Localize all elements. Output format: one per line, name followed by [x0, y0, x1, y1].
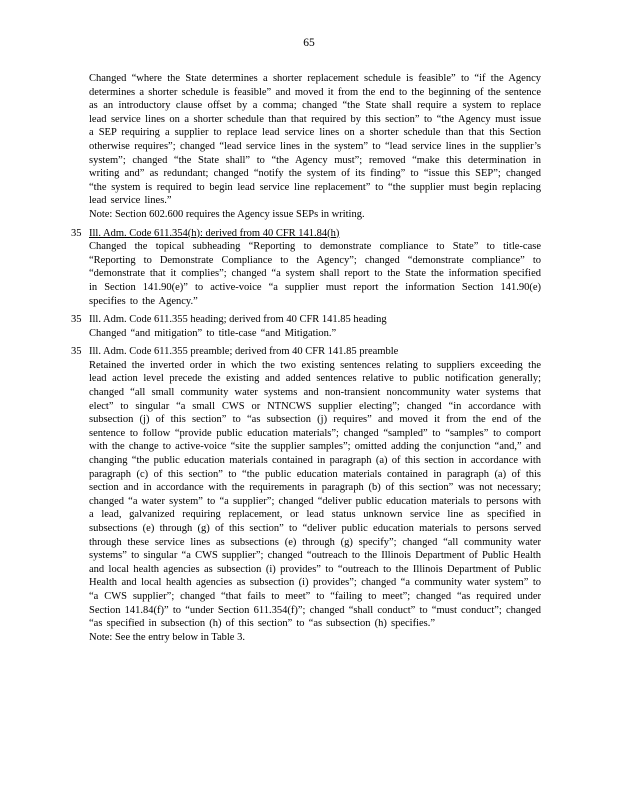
entry-body: Changed “where the State determines a shorter replacement schedule is feasible” to “if the Agency determines a shorter schedule is feasible” and moved it from the end to the beginning of the sentence as an introductory clause offset by a comma; changed “the State shall require a system to replace lead service lines on a shorter schedule than that required by this section” to “the Agency must issue a SEP requiring a supplier to replace lead service lines on a shorter schedule than that this Section otherwise requires”; changed “lead service lines in the system” to “lead service lines in the supplier’s system”; changed “the State shall” to “the Agency must”; removed “make this determination in writing and” as redundant; changed “notify the system of its finding” to “issue this SEP”; changed “the system is required to begin lead service line replacement” to “the supplier must begin replacing lead service lines.” [89, 73, 541, 207]
entry-heading: Ill. Adm. Code 611.355 heading; derived from 40 CFR 141.85 heading [89, 314, 387, 326]
page-number: 65 [303, 37, 315, 49]
entry-heading: Ill. Adm. Code 611.354(h): derived from 40 CFR 141.84(h) [89, 227, 340, 239]
entry-number: 35 [71, 346, 82, 358]
entry-body: Retained the inverted order in which the two existing sentences relating to suppliers exceeding the lead action level precede the existing and added sentences relative to public notification generally; changed “all small community water systems and non-transient noncommunity water systems that elect” to singular “a small CWS or NTNCWS supplier electing”; changed “in accordance with subsection (j) of this section” to “as subsection (j) requires” and moved it from the end of the sentence to follow “provide public education materials”; changed “sampled” to “samples” to comport with the change to active-voice “site the supplier samples”; omitted adding the conjunction “and,” and changing “the public education materials contained in paragraph (a) of this section in accordance with paragraph (c) of this section” to “the public education materials contained in paragraph (a) of this section and in accordance with the requirements in paragraph (b) of this section” was not necessary; changed “a water system” to “a supplier”; changed “deliver public education materials to persons with a lead, galvanized requiring replacement, or lead status unknown service line as specified in subsections (e) through (g) of this section” to “deliver public education materials to persons served through these service lines as subsections (e) through (g) specify”; changed “all community water systems” to singular “a CWS supplier”; changed “outreach to the Illinois Department of Public Health and local health agencies as subsection (i) provides” to “outreach to the Illinois Department of Public Health and local health agencies as subsection (i) provides”; changed “a community water system” to “a CWS supplier”; changed “that fails to meet” to “failing to meet”; changed “as required under Section 141.84(f)” to “under Section 611.354(f)”; changed “shall conduct” to “must conduct”; changed “as specified in subsection (h) of this section” to “as subsection (h) specifies.” [89, 359, 541, 630]
entry-continued [71, 72, 541, 222]
entry-note: Note: Section 602.600 requires the Agency issue SEPs in writing. [89, 208, 365, 220]
entry-611-354-h [71, 227, 541, 309]
entry-611-355-heading [71, 313, 541, 340]
entry-body: Changed the topical subheading “Reporting to demonstrate compliance to State” to title-case “Reporting to Demonstrate Compliance to the Agency”; changed “demonstrate compliance” to “demonstrate that it complies”; changed “a system shall report to the State the information specified in Section 141.90(e)” to active-voice “a supplier must report the information Section 141.90(e) specifies to the Agency.” [89, 241, 541, 307]
entry-number: 35 [71, 227, 82, 239]
entry-heading: Ill. Adm. Code 611.355 preamble; derived from 40 CFR 141.85 preamble [89, 346, 399, 358]
entry-note: Note: See the entry below in Table 3. [89, 631, 245, 643]
entry-number: 35 [71, 314, 82, 326]
entry-body: Changed “and mitigation” to title-case “and Mitigation.” [89, 327, 337, 339]
entry-611-355-preamble [71, 345, 541, 644]
entry-list [71, 72, 541, 649]
